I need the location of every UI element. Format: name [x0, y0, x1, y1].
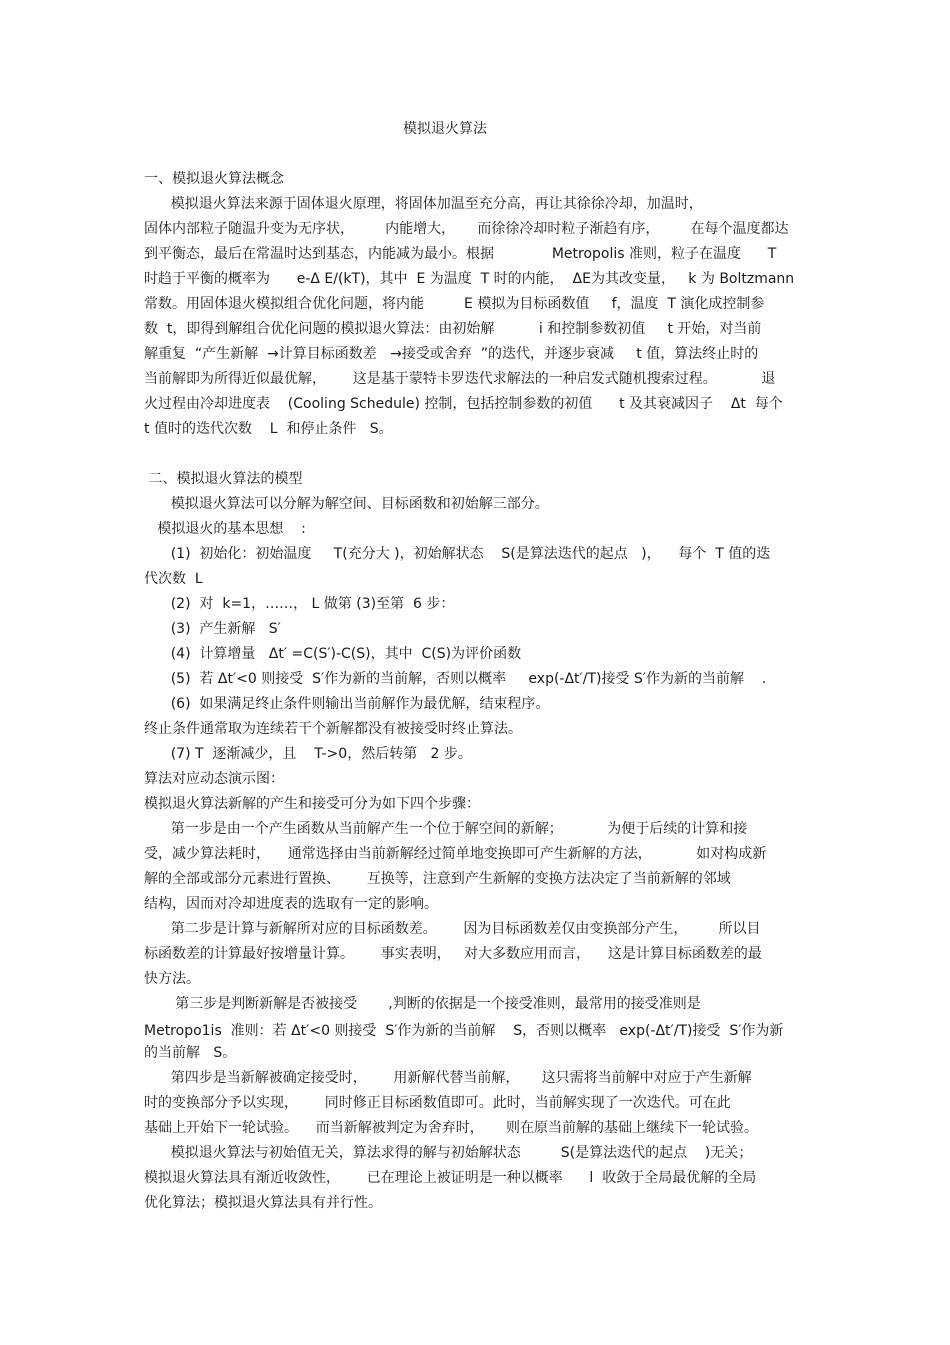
paragraph-line: (6) 如果满足终止条件则输出当前解作为最优解，结束程序。 [144, 696, 550, 712]
paragraph-line: 到平衡态，最后在常温时达到基态，内能减为最小。根据 Metropolis 准则，粒子在温度 T [144, 246, 777, 262]
paragraph-line: 解重复 “产生新解 →计算目标函数差 →接受或舍弃 ”的迭代，并逐步衰减 t 值，算法终止时的 [144, 346, 759, 362]
paragraph-line: 第一步是由一个产生函数从当前解产生一个位于解空间的新解； 为便于后续的计算和接 [144, 821, 748, 837]
paragraph-line: (1) 初始化：初始温度 T(充分大 )，初始解状态 S(是算法迭代的起点 )， 每个 T 值的迭 [144, 546, 771, 562]
paragraph-line: (3) 产生新解 S′ [144, 621, 281, 637]
paragraph-line: 结构，因而对冷却进度表的选取有一定的影响。 [144, 896, 438, 912]
paragraph-line: 基础上开始下一轮试验。 而当新解被判定为舍弃时， 则在原当前解的基础上继续下一轮试验。 [144, 1120, 759, 1136]
paragraph-line: 固体内部粒子随温升变为无序状， 内能增大， 而徐徐冷却时粒子渐趋有序， 在每个温度都达 [144, 221, 789, 237]
section-heading: 二、模拟退火算法的模型 [144, 471, 303, 487]
paragraph-line: 快方法。 [144, 971, 200, 987]
paragraph-line: (4) 计算增量 Δt′ =C(S′)-C(S)，其中 C(S)为评价函数 [144, 646, 522, 662]
paragraph-line: (5) 若 Δt′<0 则接受 S′作为新的当前解，否则以概率 exp(-Δt′/T)接受 S′作为新的当前解 . [144, 671, 767, 687]
paragraph-line: 火过程由冷却进度表 (Cooling Schedule) 控制，包括控制参数的初值 t 及其衰减因子 Δt 每个 [144, 396, 783, 412]
paragraph-line: 模拟退火算法具有渐近收敛性， 已在理论上被证明是一种以概率 l 收敛于全局最优解的全局 [144, 1170, 757, 1186]
paragraph-line: (7) T 逐渐减少，且 T->0，然后转第 2 步。 [144, 746, 472, 762]
paragraph-line: 优化算法；模拟退火算法具有并行性。 [144, 1195, 382, 1211]
paragraph-line: 终止条件通常取为连续若干个新解都没有被接受时终止算法。 [144, 721, 522, 737]
paragraph-line: Metropo1is 准则：若 Δt′<0 则接受 S′作为新的当前解 S，否则以概率 exp(-Δt′/T)接受 S′作为新 [144, 1023, 784, 1039]
paragraph-line: 时趋于平衡的概率为 e-Δ E/(kT)，其中 E 为温度 T 时的内能， ΔE为其改变量， k 为 Boltzmann [144, 271, 795, 287]
section-heading: 一、模拟退火算法概念 [144, 171, 284, 187]
paragraph-line: 模拟退火算法可以分解为解空间、目标函数和初始解三部分。 [144, 496, 549, 512]
page-title: 模拟退火算法 [403, 121, 487, 137]
paragraph-line: 标函数差的计算最好按增量计算。 事实表明， 对大多数应用而言， 这是计算目标函数差的最 [144, 946, 762, 962]
paragraph-line: 第二步是计算与新解所对应的目标函数差。 因为目标函数差仅由变换部分产生， 所以目 [144, 921, 761, 937]
paragraph-line: 常数。用固体退火模拟组合优化问题，将内能 E 模拟为目标函数值 f，温度 T 演化成控制参 [144, 296, 765, 312]
paragraph-line: 受，减少算法耗时， 通常选择由当前新解经过简单地变换即可产生新解的方法， 如对构成新 [144, 846, 767, 862]
paragraph-line: 解的全部或部分元素进行置换、 互换等，注意到产生新解的变换方法决定了当前新解的邻域 [144, 871, 731, 887]
paragraph-line: 模拟退火的基本思想 : [144, 521, 306, 537]
paragraph-line: 第三步是判断新解是否被接受 ,判断的依据是一个接受准则，最常用的接受准则是 [144, 996, 701, 1012]
paragraph-line: 算法对应动态演示图： [144, 771, 284, 787]
paragraph-line: 代次数 L [144, 571, 203, 587]
paragraph-line: 数 t，即得到解组合优化问题的模拟退火算法：由初始解 i 和控制参数初值 t 开始，对当前 [144, 321, 762, 337]
paragraph-line: 时的变换部分予以实现， 同时修正目标函数值即可。此时，当前解实现了一次迭代。可在此 [144, 1095, 731, 1111]
paragraph-line: 的当前解 S。 [144, 1045, 237, 1061]
paragraph-line: 当前解即为所得近似最优解， 这是基于蒙特卡罗迭代求解法的一种启发式随机搜索过程。 退 [144, 371, 776, 387]
paragraph-line: t 值时的迭代次数 L 和停止条件 S。 [144, 421, 393, 437]
paragraph-line: 第四步是当新解被确定接受时， 用新解代替当前解， 这只需将当前解中对应于产生新解 [144, 1070, 752, 1086]
paragraph-line: 模拟退火算法与初始值无关，算法求得的解与初始解状态 S(是算法迭代的起点 )无关； [144, 1145, 753, 1161]
paragraph-line: (2) 对 k=1，……， L 做第 (3)至第 6 步： [144, 596, 455, 612]
paragraph-line: 模拟退火算法来源于固体退火原理，将固体加温至充分高，再让其徐徐冷却，加温时， [144, 196, 703, 212]
paragraph-line: 模拟退火算法新解的产生和接受可分为如下四个步骤： [144, 796, 480, 812]
